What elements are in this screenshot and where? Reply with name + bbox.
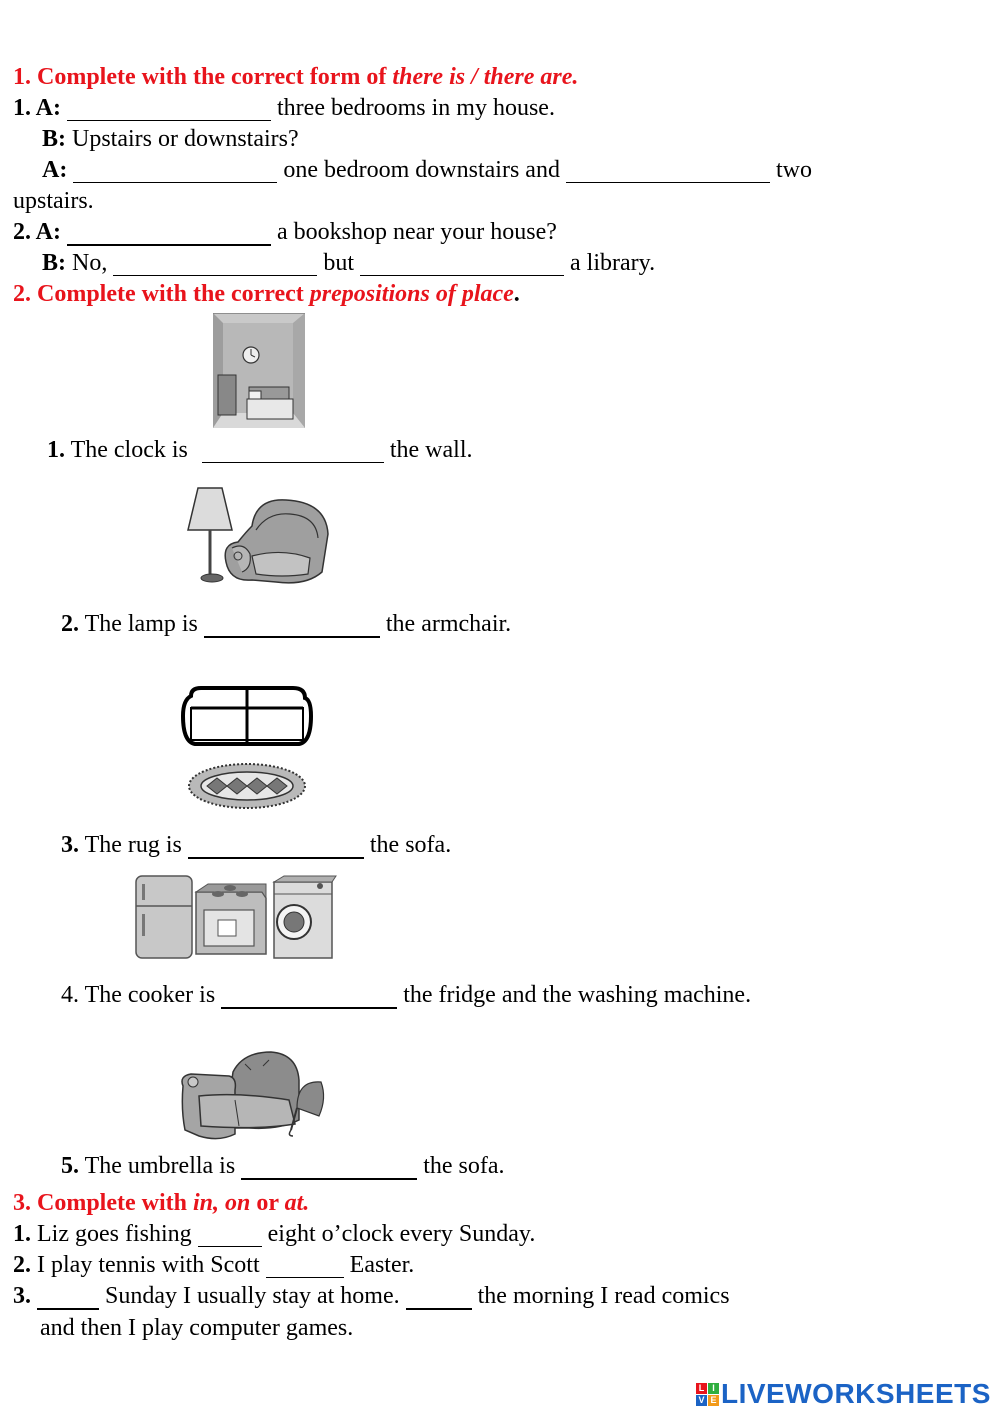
s2-blank-2[interactable] [204, 612, 380, 638]
fridge-cooker-washer-picture [134, 872, 338, 960]
s2-item-3: 3. The rug is the sofa. [61, 832, 452, 858]
s3-q2: 2. I play tennis with Scott Easter. [13, 1252, 415, 1278]
s2-blank-1[interactable] [202, 438, 384, 463]
logo-letter-v: V [696, 1395, 707, 1406]
s1-q1-line3: A: one bedroom downstairs and two [42, 157, 812, 183]
s1-q1-line2: B: Upstairs or downstairs? [42, 126, 299, 152]
s2-item-1: 1. The clock is the wall. [47, 437, 473, 463]
logo-letter-i: I [708, 1383, 719, 1394]
logo-text: LIVEWORKSHEETS [721, 1378, 991, 1409]
s1-q2-blank-2[interactable] [113, 251, 317, 276]
s3-q3-line2: and then I play computer games. [40, 1315, 354, 1341]
logo-letter-e: E [708, 1395, 719, 1406]
section2-title: 2. Complete with the correct prepositions of place. [13, 281, 520, 307]
section1-title: 1. Complete with the correct form of there is / there are. [13, 64, 579, 90]
s2-item-5: 5. The umbrella is the sofa. [61, 1153, 505, 1179]
s1-q2-blank-3[interactable] [360, 251, 564, 276]
s1-q1-line1: 1. A: three bedrooms in my house. [13, 95, 555, 121]
sofa-umbrella-picture [179, 1050, 329, 1142]
s1-q1-blank-1[interactable] [67, 96, 271, 121]
s2-item-2: 2. The lamp is the armchair. [61, 611, 512, 637]
lamp-armchair-picture [186, 486, 332, 590]
s2-item-4: 4. The cooker is the fridge and the washing machine. [61, 982, 752, 1008]
s3-blank-4[interactable] [406, 1284, 472, 1310]
s2-blank-4[interactable] [221, 983, 397, 1009]
bedroom-clock-picture [213, 313, 305, 428]
section3-title: 3. Complete with in, on or at. [13, 1190, 310, 1216]
s3-q1: 1. Liz goes fishing eight o’clock every Sunday. [13, 1221, 536, 1247]
s3-blank-1[interactable] [198, 1222, 262, 1247]
s3-blank-3[interactable] [37, 1284, 99, 1310]
sofa-rug-picture [181, 686, 313, 814]
liveworksheets-logo-mark [696, 1383, 719, 1406]
s1-q1-line4: upstairs. [13, 188, 94, 214]
liveworksheets-logo [696, 1378, 991, 1410]
s2-blank-3[interactable] [188, 833, 364, 859]
s2-blank-5[interactable] [241, 1154, 417, 1180]
logo-letter-l: L [696, 1383, 707, 1394]
s1-q2-line1: 2. A: a bookshop near your house? [13, 219, 557, 245]
s1-q2-blank-1[interactable] [67, 220, 271, 246]
s3-q3-line1: 3. Sunday I usually stay at home. the morning I read comics [13, 1283, 730, 1309]
s1-q2-line2: B: No, but a library. [42, 250, 656, 276]
s1-q1-blank-3[interactable] [566, 158, 770, 183]
s3-blank-2[interactable] [266, 1253, 344, 1278]
s1-q1-blank-2[interactable] [73, 158, 277, 183]
